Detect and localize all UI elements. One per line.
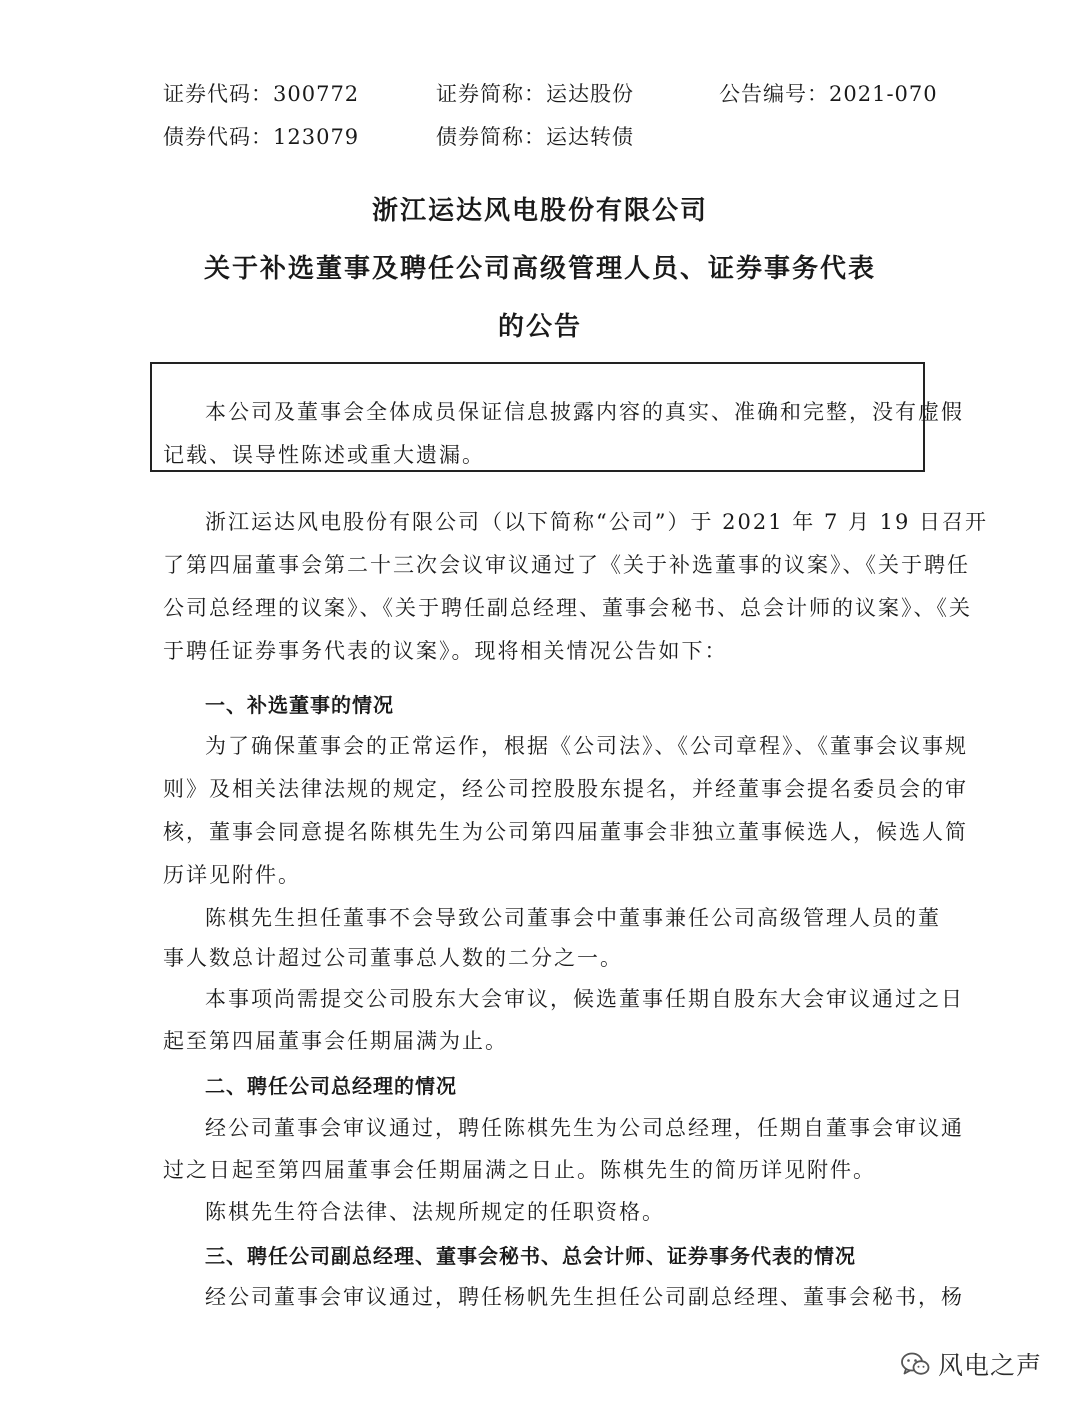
intro-line: 了第四届董事会第二十三次会议审议通过了《关于补选董事的议案》、《关于聘任 [163, 553, 970, 577]
paragraph-line: 为了确保董事会的正常运作，根据《公司法》、《公司章程》、《董事会议事规 [205, 734, 968, 758]
account-watermark [900, 1346, 1042, 1382]
intro-line: 浙江运达风电股份有限公司（以下简称“公司”）于 2021 年 7 月 19 日召开 [205, 510, 989, 534]
paragraph-line: 核，董事会同意提名陈棋先生为公司第四届董事会非独立董事候选人，候选人简 [163, 820, 968, 844]
announcement-title-suffix: 的公告 [497, 312, 582, 342]
paragraph-line: 本事项尚需提交公司股东大会审议，候选董事任期自股东大会审议通过之日 [205, 987, 964, 1011]
paragraph-line: 经公司董事会审议通过，聘任陈棋先生为公司总经理，任期自董事会审议通 [205, 1116, 964, 1140]
announcement-number: 公告编号：2021-070 [719, 82, 938, 106]
stock-code: 证券代码：300772 [163, 82, 360, 106]
wechat-icon [900, 1351, 930, 1377]
notice-line: 记载、误导性陈述或重大遗漏。 [163, 443, 485, 467]
paragraph-line: 过之日起至第四届董事会任期届满之日止。陈棋先生的简历详见附件。 [163, 1158, 876, 1182]
intro-line: 于聘任证券事务代表的议案》。现将相关情况公告如下： [163, 639, 728, 663]
section-heading-2: 二、聘任公司总经理的情况 [205, 1074, 457, 1098]
paragraph-line: 则》及相关法律法规的规定，经公司控股股东提名，并经董事会提名委员会的审 [163, 777, 968, 801]
paragraph-line: 历详见附件。 [163, 863, 301, 887]
watermark-text: 风电之声 [938, 1351, 1043, 1380]
paragraph-line: 陈棋先生担任董事不会导致公司董事会中董事兼任公司高级管理人员的董 [205, 906, 941, 930]
bond-abbreviation: 债券简称：运达转债 [436, 125, 634, 149]
bond-code: 债券代码：123079 [163, 125, 360, 149]
notice-line: 本公司及董事会全体成员保证信息披露内容的真实、准确和完整，没有虚假 [205, 400, 964, 424]
paragraph-line: 起至第四届董事会任期届满为止。 [163, 1029, 508, 1053]
announcement-title: 关于补选董事及聘任公司高级管理人员、证券事务代表 [203, 254, 876, 284]
section-heading-1: 一、补选董事的情况 [205, 693, 394, 717]
paragraph-line: 陈棋先生符合法律、法规所规定的任职资格。 [205, 1200, 665, 1224]
intro-line: 公司总经理的议案》、《关于聘任副总经理、董事会秘书、总会计师的议案》、《关 [163, 596, 972, 620]
stock-abbreviation: 证券简称：运达股份 [436, 82, 634, 106]
company-name-title: 浙江运达风电股份有限公司 [371, 196, 708, 226]
section-heading-3: 三、聘任公司副总经理、董事会秘书、总会计师、证券事务代表的情况 [205, 1244, 856, 1268]
paragraph-line: 事人数总计超过公司董事总人数的二分之一。 [163, 946, 623, 970]
paragraph-line: 经公司董事会审议通过，聘任杨帆先生担任公司副总经理、董事会秘书，杨 [205, 1285, 964, 1309]
